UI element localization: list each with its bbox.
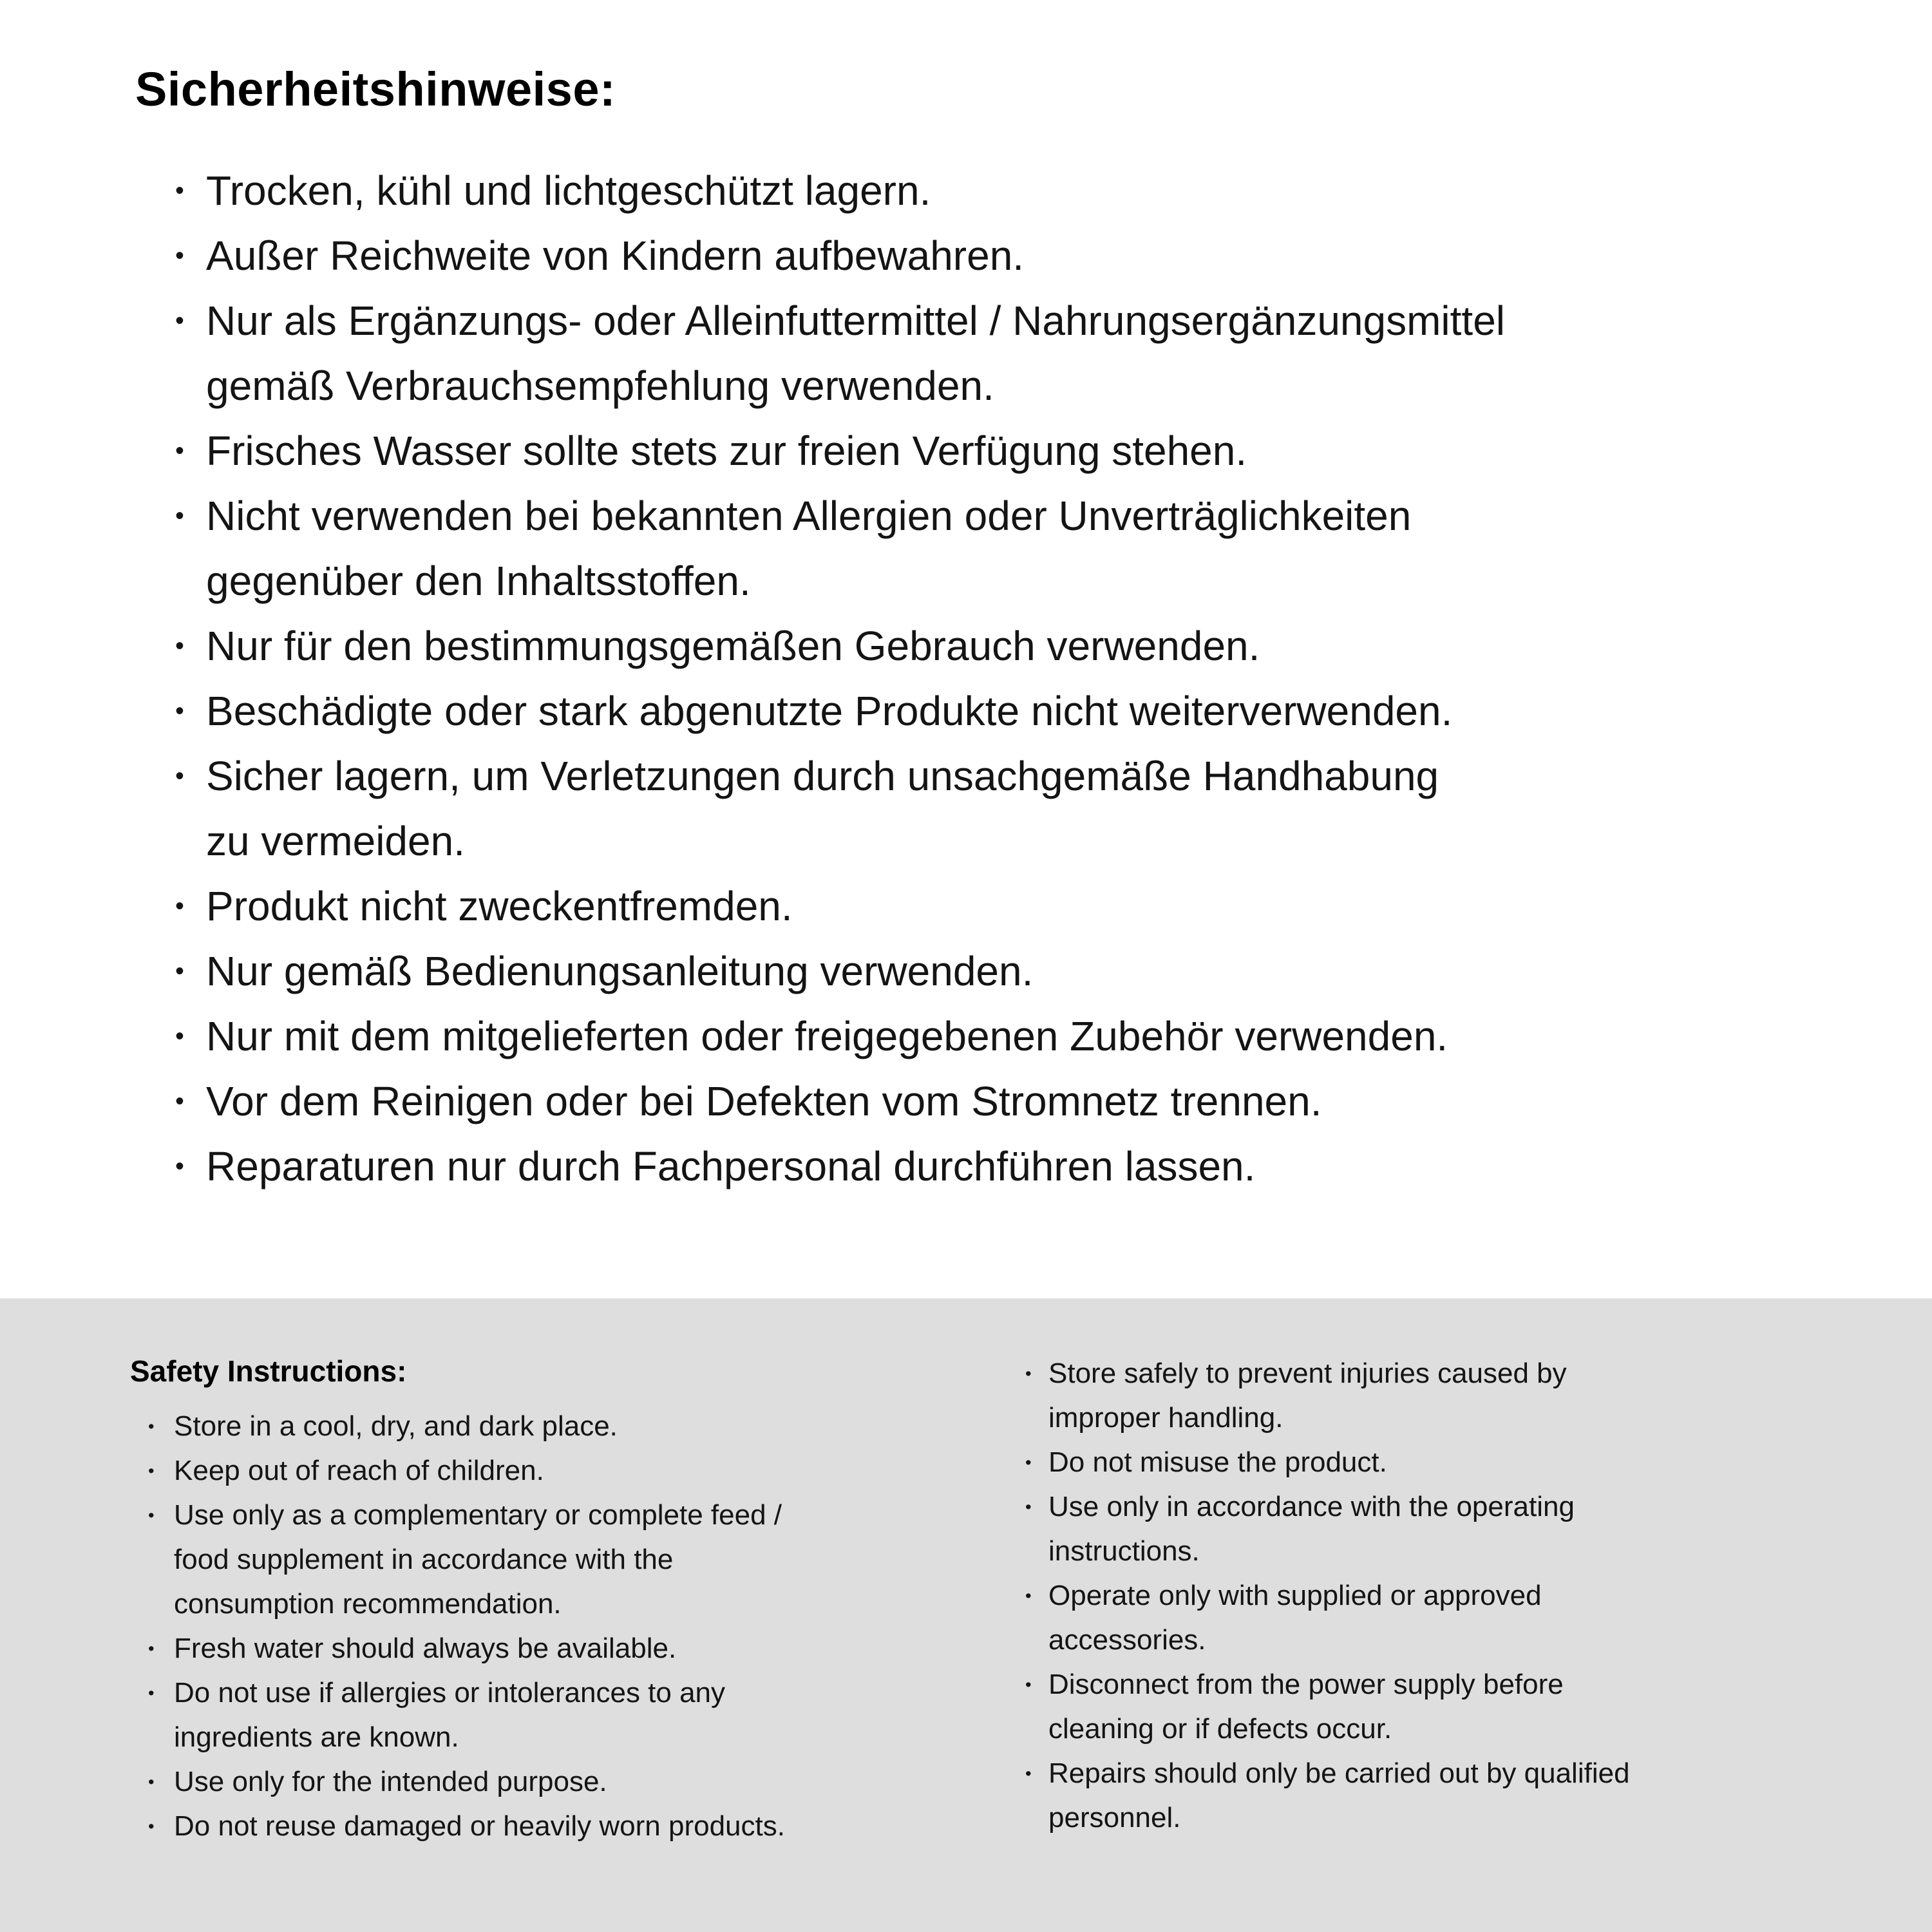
list-item: • Disconnect from the power supply before cleaning or if defects occur. [1025,1662,1927,1751]
list-item: • Keep out of reach of children. [148,1448,987,1493]
list-item: • Reparaturen nur durch Fachpersonal durchführen lassen. [175,1134,1862,1199]
list-item: • Store safely to prevent injuries caused by improper handling. [1025,1351,1927,1440]
list-item: • Sicher lagern, um Verletzungen durch unsachgemäße Handhabung zu vermeiden. [175,744,1862,874]
list-item: • Nicht verwenden bei bekannten Allergien oder Unverträglichkeiten gegenüber den Inhaltsstoffen. [175,484,1862,614]
list-item: • Operate only with supplied or approved accessories. [1025,1573,1927,1662]
list-item: • Nur als Ergänzungs- oder Alleinfuttermittel / Nahrungsergänzungsmittel gemäß Verbrauchsempfehlung verwenden. [175,289,1862,419]
english-left-column [130,1352,987,1848]
list-item: • Use only for the intended purpose. [148,1759,987,1804]
list-item: • Do not reuse damaged or heavily worn products. [148,1804,987,1848]
list-item: • Außer Reichweite von Kindern aufbewahren. [175,223,1862,289]
german-title: Sicherheitshinweise: [135,62,616,116]
english-instructions-list-left [148,1404,987,1848]
english-right-column [1025,1351,1927,1840]
list-item: • Store in a cool, dry, and dark place. [148,1404,987,1448]
list-item: • Nur gemäß Bedienungsanleitung verwenden. [175,939,1862,1004]
list-item: • Do not misuse the product. [1025,1440,1927,1484]
list-item: • Vor dem Reinigen oder bei Defekten vom Stromnetz trennen. [175,1069,1862,1134]
english-title: Safety Instructions: [130,1354,407,1388]
german-instructions-list [175,158,1862,1199]
list-item: • Repairs should only be carried out by qualified personnel. [1025,1751,1927,1840]
english-instructions-list-right [1025,1351,1927,1840]
list-item: • Fresh water should always be available. [148,1626,987,1671]
list-item: • Do not use if allergies or intolerances to any ingredients are known. [148,1671,987,1759]
list-item: • Nur mit dem mitgelieferten oder freigegebenen Zubehör verwenden. [175,1004,1862,1069]
list-item: • Trocken, kühl und lichtgeschützt lagern. [175,158,1862,223]
english-section [0,1298,1932,1932]
list-item: • Use only in accordance with the operating instructions. [1025,1484,1927,1573]
list-item: • Produkt nicht zweckentfremden. [175,874,1862,939]
german-section [135,62,1887,1199]
list-item: • Nur für den bestimmungsgemäßen Gebrauch verwenden. [175,614,1862,679]
list-item: • Beschädigte oder stark abgenutzte Produkte nicht weiterverwenden. [175,679,1862,744]
list-item: • Frisches Wasser sollte stets zur freien Verfügung stehen. [175,419,1862,484]
list-item: • Use only as a complementary or complete feed / food supplement in accordance with the consumption recommendation. [148,1493,987,1626]
